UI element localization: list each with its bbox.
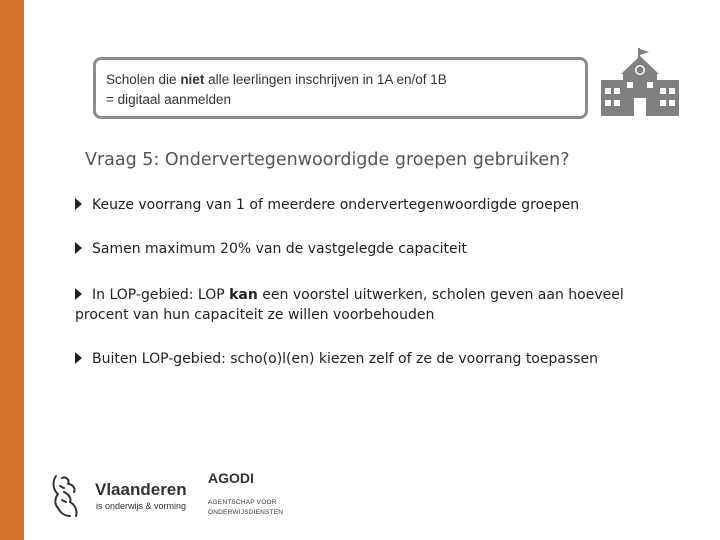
footer-logos [50,466,310,526]
bullet-text-after: een voorstel uitwerken, scholen geven aan hoeveel procent van hun capaciteit ze willen voorbehouden [75,287,624,323]
vlaanderen-tagline: is onderwijs & vorming [96,501,187,511]
bullet-text: Buiten LOP-gebied: scho(o)l(en) kiezen zelf of ze de voorrang toepassen [92,351,599,367]
agodi-tagline [208,498,298,518]
bullet-text: Samen maximum 20% van de vastgelegde capaciteit [92,241,468,257]
bullet-text: Keuze voorrang van 1 of meerdere ondervertegenwoordigde groepen [92,197,580,213]
bullet-item-2 [75,239,467,259]
callout-bold-word: niet [180,72,205,87]
accent-side-bar [0,0,24,540]
bullet-arrow-icon [75,352,82,364]
bullet-arrow-icon [75,242,82,254]
agodi-logo-text: AGODI [208,470,254,486]
callout-box [93,57,588,119]
bullet-item-1 [75,195,579,215]
bullet-text-before: In LOP-gebied: LOP [92,287,230,303]
callout-text-after: alle leerlingen inschrijven in 1A en/of 1B [204,72,447,87]
bullet-item-3 [75,285,655,325]
callout-line-2: = digitaal aanmelden [106,92,231,107]
agodi-tagline-line-1: AGENTSCHAP VOOR [208,499,277,506]
vlaanderen-logo-text: Vlaanderen [95,480,187,499]
bullet-item-4 [75,349,598,369]
bullet-arrow-icon [75,288,82,300]
callout-line-1 [106,70,585,90]
bullet-bold-word: kan [229,287,258,303]
flemish-lion-icon [50,472,82,520]
bullet-arrow-icon [75,198,82,210]
callout-text-before: Scholen die [106,72,181,87]
slide-heading: Vraag 5: Ondervertegenwoordigde groepen gebruiken? [85,150,570,170]
agodi-tagline-line-2: ONDERWIJSDIENSTEN [208,509,284,516]
school-icon [601,48,679,116]
